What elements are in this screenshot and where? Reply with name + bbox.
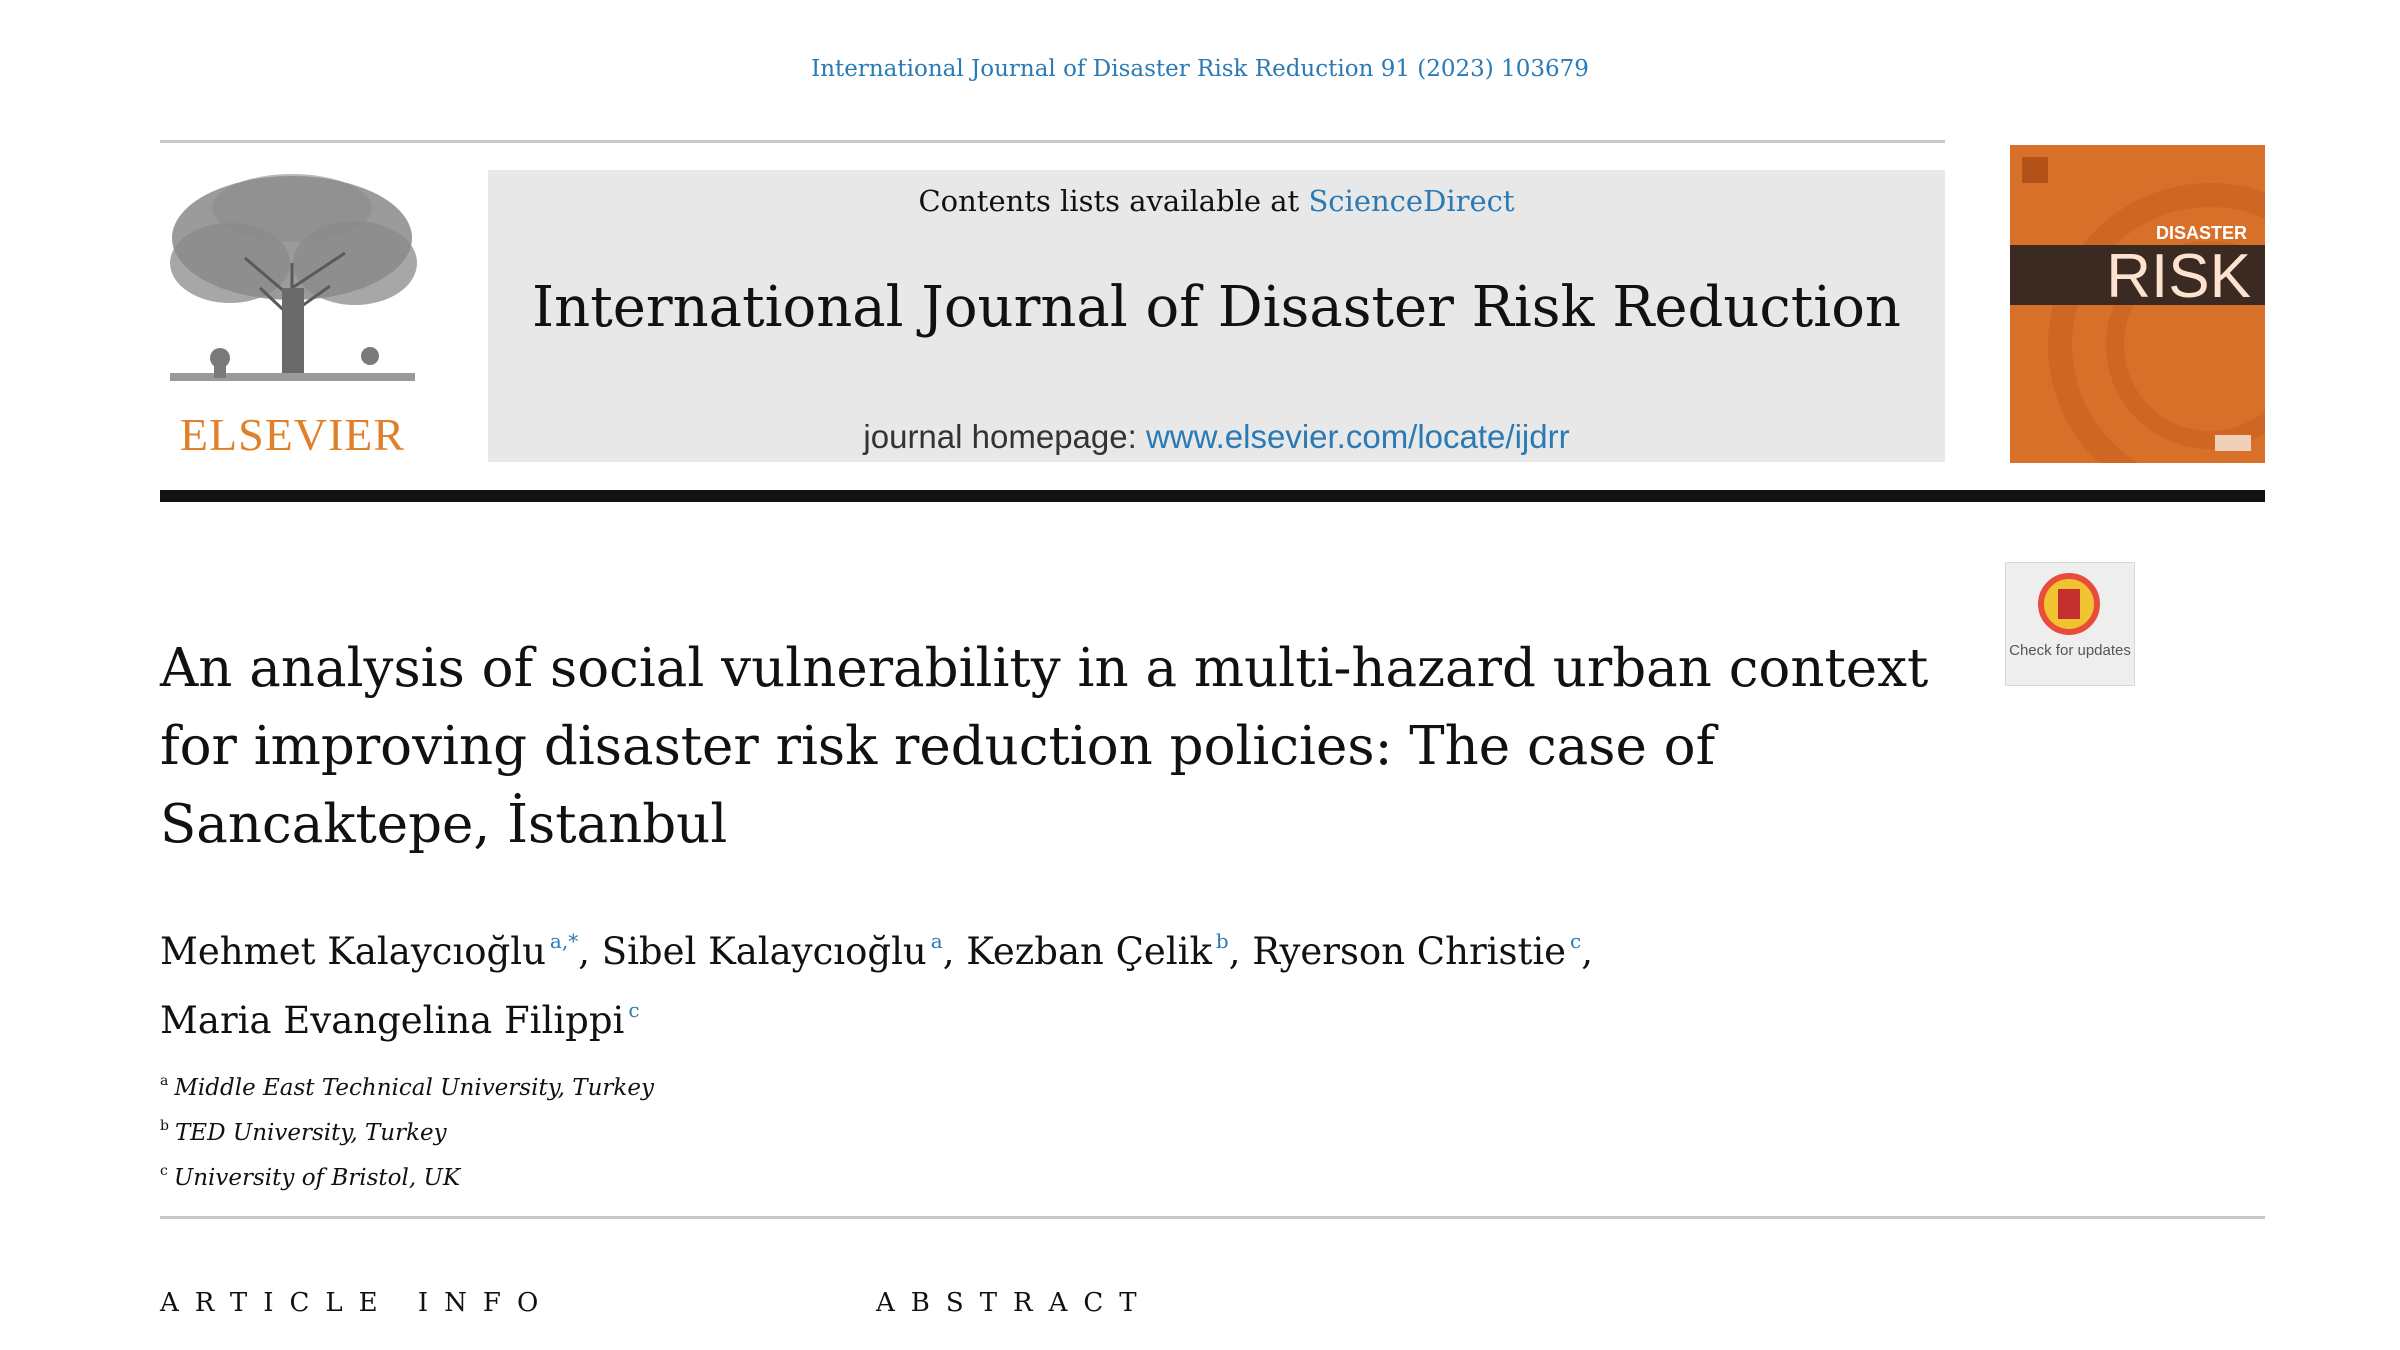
article-title: An analysis of social vulnerability in a multi-hazard urban context for improving disaster risk reduction policies: The case of Sancaktepe, İstanbul — [160, 638, 1929, 855]
journal-masthead — [488, 170, 1945, 462]
author-affiliation-mark[interactable]: a — [930, 929, 943, 953]
affiliation-key: a — [160, 1073, 169, 1089]
contents-availability — [488, 184, 1945, 218]
front-matter-divider — [160, 1216, 2265, 1219]
affiliation-text: University of Bristol, UK — [173, 1165, 461, 1191]
author-affiliation-mark[interactable]: b — [1215, 929, 1229, 953]
author-affiliation-mark[interactable]: c — [628, 998, 640, 1022]
homepage-prefix: journal homepage: — [863, 418, 1146, 455]
journal-cover-image[interactable] — [2010, 145, 2265, 463]
publisher-logo[interactable] — [160, 168, 425, 463]
elsevier-tree-icon — [160, 168, 425, 408]
author-separator: , — [578, 930, 602, 973]
affiliation-key: b — [160, 1118, 169, 1134]
masthead-divider — [160, 490, 2265, 502]
affiliation-text: TED University, Turkey — [174, 1120, 447, 1146]
affiliation-item — [160, 1062, 1360, 1107]
author-name[interactable]: Maria Evangelina Filippi — [160, 999, 625, 1042]
publisher-name: ELSEVIER — [179, 409, 406, 460]
author-separator: , — [1581, 930, 1594, 973]
author-affiliation-mark[interactable]: a,* — [549, 929, 579, 953]
author-name[interactable]: Sibel Kalaycıoğlu — [601, 930, 927, 973]
journal-title: International Journal of Disaster Risk Reduction — [532, 275, 1901, 340]
author-separator: , — [942, 930, 967, 973]
journal-homepage — [488, 418, 1945, 456]
journal-homepage-link[interactable]: www.elsevier.com/locate/ijdrr — [1145, 418, 1570, 455]
cover-small-text: DISASTER — [2155, 223, 2247, 243]
contents-prefix: Contents lists available at — [918, 184, 1309, 218]
crossmark-icon — [2038, 573, 2100, 635]
article-info-heading: ARTICLE INFO — [160, 1288, 555, 1318]
affiliation-list — [160, 1062, 1360, 1197]
author-name[interactable]: Kezban Çelik — [966, 930, 1212, 973]
top-divider — [160, 140, 1945, 143]
author-list — [160, 912, 1960, 1050]
author-affiliation-mark[interactable]: c — [1570, 929, 1582, 953]
author-name[interactable]: Ryerson Christie — [1252, 930, 1567, 973]
affiliation-text: Middle East Technical University, Turkey — [174, 1075, 654, 1101]
affiliation-key: c — [160, 1163, 168, 1179]
affiliation-item — [160, 1107, 1360, 1152]
affiliation-item — [160, 1152, 1360, 1197]
abstract-heading: ABSTRACT — [876, 1288, 1153, 1318]
author-name[interactable]: Mehmet Kalaycıoğlu — [160, 930, 546, 973]
check-for-updates-label: Check for updates — [2009, 642, 2131, 659]
check-for-updates-button[interactable] — [2005, 562, 2135, 686]
sciencedirect-link[interactable]: ScienceDirect — [1308, 184, 1515, 218]
cover-large-text: RISK — [2106, 242, 2251, 311]
journal-citation-link[interactable]: International Journal of Disaster Risk Reduction 91 (2023) 103679 — [811, 56, 1589, 82]
author-separator: , — [1228, 930, 1253, 973]
